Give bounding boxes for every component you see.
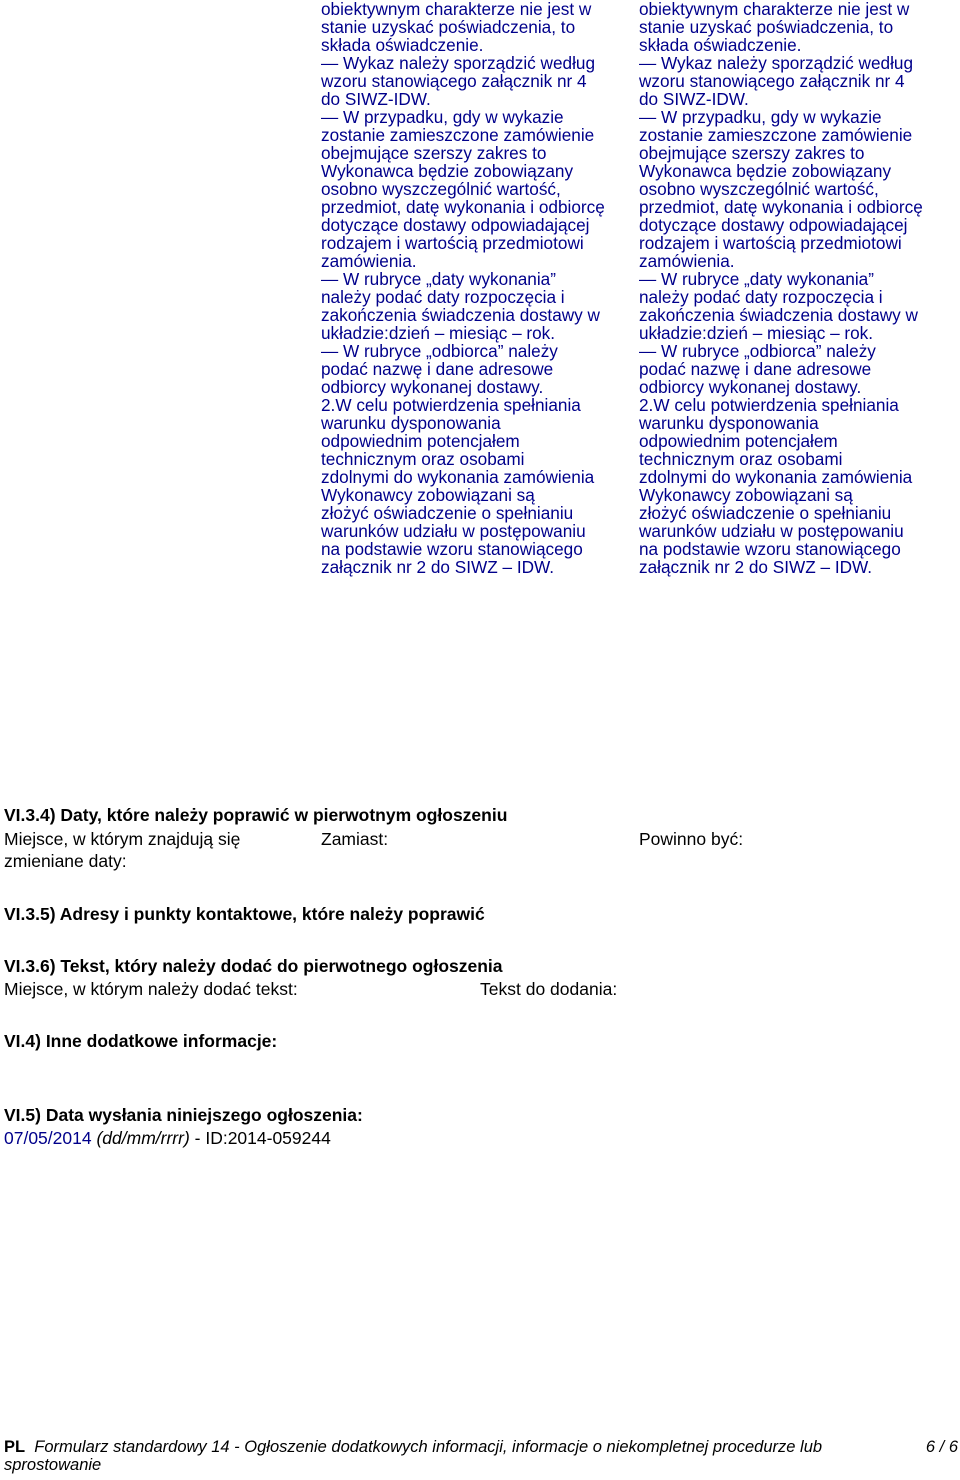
- text-line: dotyczące dostawy odpowiadającej: [321, 215, 590, 235]
- text-line: obiektywnym charakterze nie jest w: [321, 0, 592, 19]
- text-line: zostanie zamieszczone zamówienie: [321, 125, 595, 145]
- section-vi-3-5-heading: VI.3.5) Adresy i punkty kontaktowe, które należy poprawić: [4, 904, 485, 924]
- text-line: do SIWZ-IDW.: [321, 89, 431, 109]
- dispatch-date: 07/05/2014: [4, 1128, 92, 1148]
- text-line: podać nazwę i dane adresowe: [321, 359, 554, 379]
- text-line: technicznym oraz osobami: [639, 449, 843, 469]
- text-line: na podstawie wzoru stanowiącego: [321, 539, 583, 559]
- text-line: złożyć oświadczenie o spełnianiu: [639, 503, 892, 523]
- text-line: odpowiednim potencjałem: [639, 431, 838, 451]
- text-line: wzoru stanowiącego załącznik nr 4: [639, 71, 905, 91]
- text-line: do SIWZ-IDW.: [639, 89, 749, 109]
- footer-lang: PL: [4, 1438, 26, 1456]
- column-zamiast-text: [321, 0, 643, 576]
- text-line: stanie uzyskać poświadczenia, to: [321, 17, 576, 37]
- text-line: warunków udziału w postępowaniu: [639, 521, 904, 541]
- text-line: — W rubryce „daty wykonania”: [639, 269, 874, 289]
- text-line: zdolnymi do wykonania zamówienia: [639, 467, 913, 487]
- text-line: — Wykaz należy sporządzić według: [321, 53, 596, 73]
- text-line: — W rubryce „odbiorca” należy: [639, 341, 876, 361]
- text-line: należy podać daty rozpoczęcia i: [639, 287, 883, 307]
- text-line: obejmujące szerszy zakres to: [639, 143, 865, 163]
- text-line: złożyć oświadczenie o spełnianiu: [321, 503, 574, 523]
- notice-id: - ID:2014-059244: [189, 1128, 331, 1148]
- date-format: (dd/mm/rrrr): [96, 1128, 190, 1148]
- text-line: zdolnymi do wykonania zamówienia: [321, 467, 595, 487]
- text-line: dotyczące dostawy odpowiadającej: [639, 215, 908, 235]
- footer-title-line: [4, 1436, 822, 1458]
- text-line: przedmiot, datę wykonania i odbiorcę: [639, 197, 923, 217]
- text-line: osobno wyszczególnić wartość,: [321, 179, 561, 199]
- text-line: stanie uzyskać poświadczenia, to: [639, 17, 894, 37]
- text-line: odbiorcy wykonanej dostawy.: [321, 377, 544, 397]
- text-line: na podstawie wzoru stanowiącego: [639, 539, 901, 559]
- section-vi-3-6-heading: VI.3.6) Tekst, który należy dodać do pierwotnego ogłoszenia: [4, 956, 503, 976]
- text-line: 2.W celu potwierdzenia spełniania: [321, 395, 581, 415]
- text-line: należy podać daty rozpoczęcia i: [321, 287, 565, 307]
- text-line: rodzajem i wartością przedmiotowi: [321, 233, 584, 253]
- text-line: układzie:dzień – miesiąc – rok.: [639, 323, 874, 343]
- dates-location-label-cont: zmieniane daty:: [4, 851, 127, 871]
- text-line: 2.W celu potwierdzenia spełniania: [639, 395, 899, 415]
- text-line: warunku dysponowania: [321, 413, 501, 433]
- text-line: zamówienia.: [321, 251, 417, 271]
- text-line: składa oświadczenie.: [639, 35, 802, 55]
- dates-location-label: Miejsce, w którym znajdują się: [4, 829, 241, 849]
- text-line: obiektywnym charakterze nie jest w: [639, 0, 910, 19]
- should-be-label: Powinno być:: [639, 829, 744, 849]
- text-line: — W przypadku, gdy w wykazie: [639, 107, 882, 127]
- footer-page-number: 6 / 6: [925, 1438, 958, 1456]
- text-line: podać nazwę i dane adresowe: [639, 359, 872, 379]
- text-line: Wykonawca będzie zobowiązany: [639, 161, 892, 181]
- section-vi-5-heading: VI.5) Data wysłania niniejszego ogłoszenia:: [4, 1105, 363, 1125]
- dispatch-date-line: [4, 1127, 331, 1149]
- text-line: warunków udziału w postępowaniu: [321, 521, 586, 541]
- section-vi-4-heading: VI.4) Inne dodatkowe informacje:: [4, 1031, 278, 1051]
- footer-title: Formularz standardowy 14 - Ogłoszenie dodatkowych informacji, informacje o niekompletnej procedurze lub: [34, 1438, 823, 1456]
- text-line: warunku dysponowania: [639, 413, 819, 433]
- text-line: rodzajem i wartością przedmiotowi: [639, 233, 902, 253]
- text-line: układzie:dzień – miesiąc – rok.: [321, 323, 556, 343]
- text-line: odpowiednim potencjałem: [321, 431, 520, 451]
- text-line: wzoru stanowiącego załącznik nr 4: [321, 71, 587, 91]
- text-line: osobno wyszczególnić wartość,: [639, 179, 879, 199]
- text-to-add-label: Tekst do dodania:: [480, 979, 618, 999]
- text-line: — Wykaz należy sporządzić według: [639, 53, 914, 73]
- text-line: technicznym oraz osobami: [321, 449, 525, 469]
- text-line: — W przypadku, gdy w wykazie: [321, 107, 564, 127]
- section-vi-3-4-heading: VI.3.4) Daty, które należy poprawić w pierwotnym ogłoszeniu: [4, 805, 508, 825]
- footer-title-cont: sprostowanie: [4, 1456, 102, 1474]
- text-line: odbiorcy wykonanej dostawy.: [639, 377, 862, 397]
- text-line: obejmujące szerszy zakres to: [321, 143, 547, 163]
- text-line: zamówienia.: [639, 251, 735, 271]
- text-line: Wykonawcy zobowiązani są: [639, 485, 853, 505]
- text-line: zakończenia świadczenia dostawy w: [321, 305, 600, 325]
- text-line: składa oświadczenie.: [321, 35, 484, 55]
- text-line: — W rubryce „daty wykonania”: [321, 269, 556, 289]
- add-location-label: Miejsce, w którym należy dodać tekst:: [4, 979, 298, 999]
- instead-label: Zamiast:: [321, 829, 389, 849]
- text-line: zakończenia świadczenia dostawy w: [639, 305, 918, 325]
- text-line: przedmiot, datę wykonania i odbiorcę: [321, 197, 605, 217]
- text-line: zostanie zamieszczone zamówienie: [639, 125, 913, 145]
- text-line: — W rubryce „odbiorca” należy: [321, 341, 558, 361]
- text-line: załącznik nr 2 do SIWZ – IDW.: [321, 557, 555, 577]
- text-line: załącznik nr 2 do SIWZ – IDW.: [639, 557, 873, 577]
- column-powinno-byc-text: [639, 0, 960, 576]
- text-line: Wykonawca będzie zobowiązany: [321, 161, 574, 181]
- text-line: Wykonawcy zobowiązani są: [321, 485, 535, 505]
